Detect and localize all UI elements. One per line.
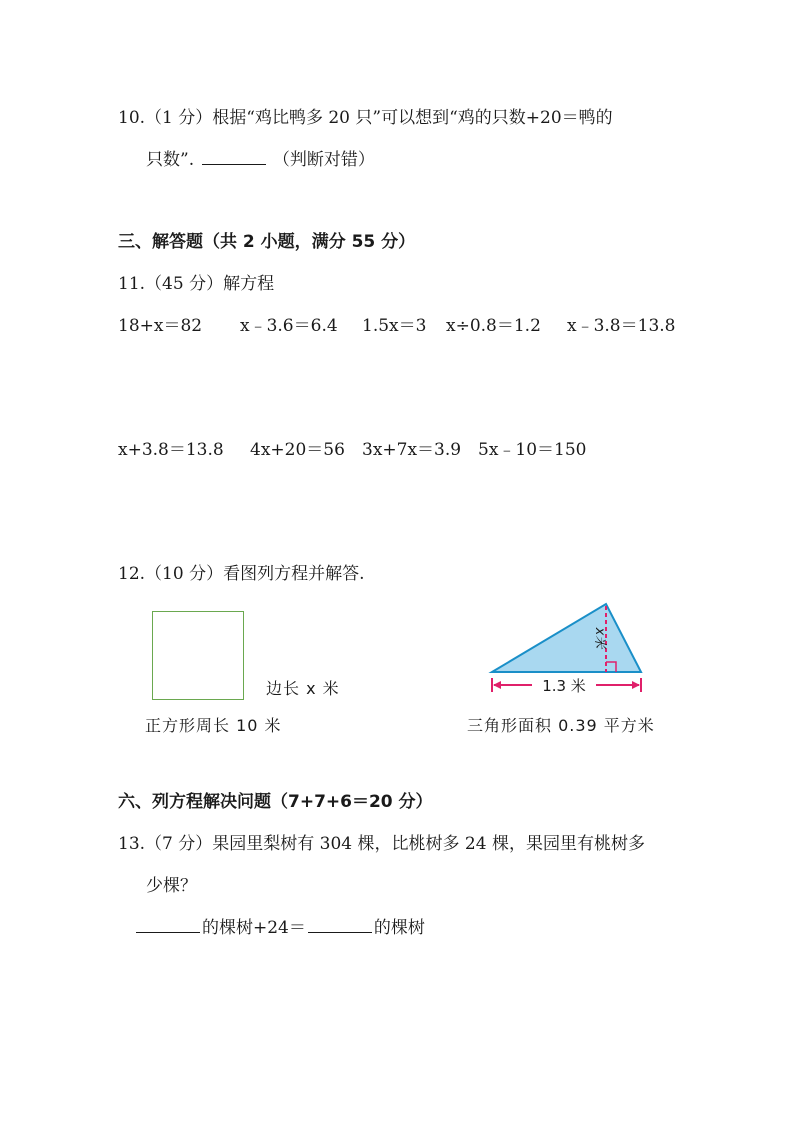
q10-line2-text: 只数”. bbox=[146, 150, 195, 170]
q13-fill-b: 的棵树 bbox=[373, 918, 425, 938]
triangle-figure bbox=[484, 598, 654, 698]
square-caption: 正方形周长 10 米 bbox=[145, 716, 282, 735]
base-label: 1.3 米 bbox=[542, 677, 586, 695]
square-side-label: 边长 x 米 bbox=[266, 679, 340, 698]
q11-eq-9: 5x﹣10＝150 bbox=[478, 440, 587, 460]
q10-line1: 10.（1 分）根据“鸡比鸭多 20 只”可以想到“鸡的只数+20＝鸭的 bbox=[118, 108, 613, 128]
q13-blank-2[interactable] bbox=[308, 918, 372, 933]
section3-title: 三、解答题（共 2 小题，满分 55 分） bbox=[118, 232, 416, 252]
q11-eq-3: 1.5x＝3 bbox=[362, 316, 427, 336]
q13-line2: 少棵？ bbox=[146, 876, 197, 896]
height-label: x米 bbox=[592, 627, 607, 649]
q13-line1: 13.（7 分）果园里梨树有 304 棵，比桃树多 24 棵，果园里有桃树多 bbox=[118, 834, 645, 854]
triangle-caption: 三角形面积 0.39 平方米 bbox=[467, 716, 655, 735]
base-arrow-right bbox=[632, 681, 640, 689]
q12-stem: 12.（10 分）看图列方程并解答. bbox=[118, 564, 365, 584]
q11-eq-7: 4x+20＝56 bbox=[250, 440, 345, 460]
q11-eq-2: x﹣3.6＝6.4 bbox=[240, 316, 338, 336]
q10-line2 bbox=[146, 149, 375, 171]
section6-title: 六、列方程解决问题（7+7+6＝20 分） bbox=[118, 792, 433, 812]
square-figure bbox=[152, 611, 244, 700]
base-arrow-left bbox=[493, 681, 501, 689]
q10-judge-hint: （判断对错） bbox=[272, 150, 375, 170]
q13-blank-1[interactable] bbox=[136, 918, 200, 933]
q11-eq-5: x﹣3.8＝13.8 bbox=[567, 316, 676, 336]
q11-eq-8: 3x+7x＝3.9 bbox=[362, 440, 462, 460]
q11-eq-1: 18+x＝82 bbox=[118, 316, 203, 336]
q10-answer-blank[interactable] bbox=[202, 150, 266, 165]
q11-eq-4: x÷0.8＝1.2 bbox=[446, 316, 541, 336]
q11-stem: 11.（45 分）解方程 bbox=[118, 274, 275, 294]
q13-fill-a: 的棵树+24＝ bbox=[202, 918, 306, 938]
triangle-shape bbox=[492, 604, 641, 672]
q11-eq-6: x+3.8＝13.8 bbox=[118, 440, 224, 460]
q13-fill-row bbox=[136, 917, 425, 939]
